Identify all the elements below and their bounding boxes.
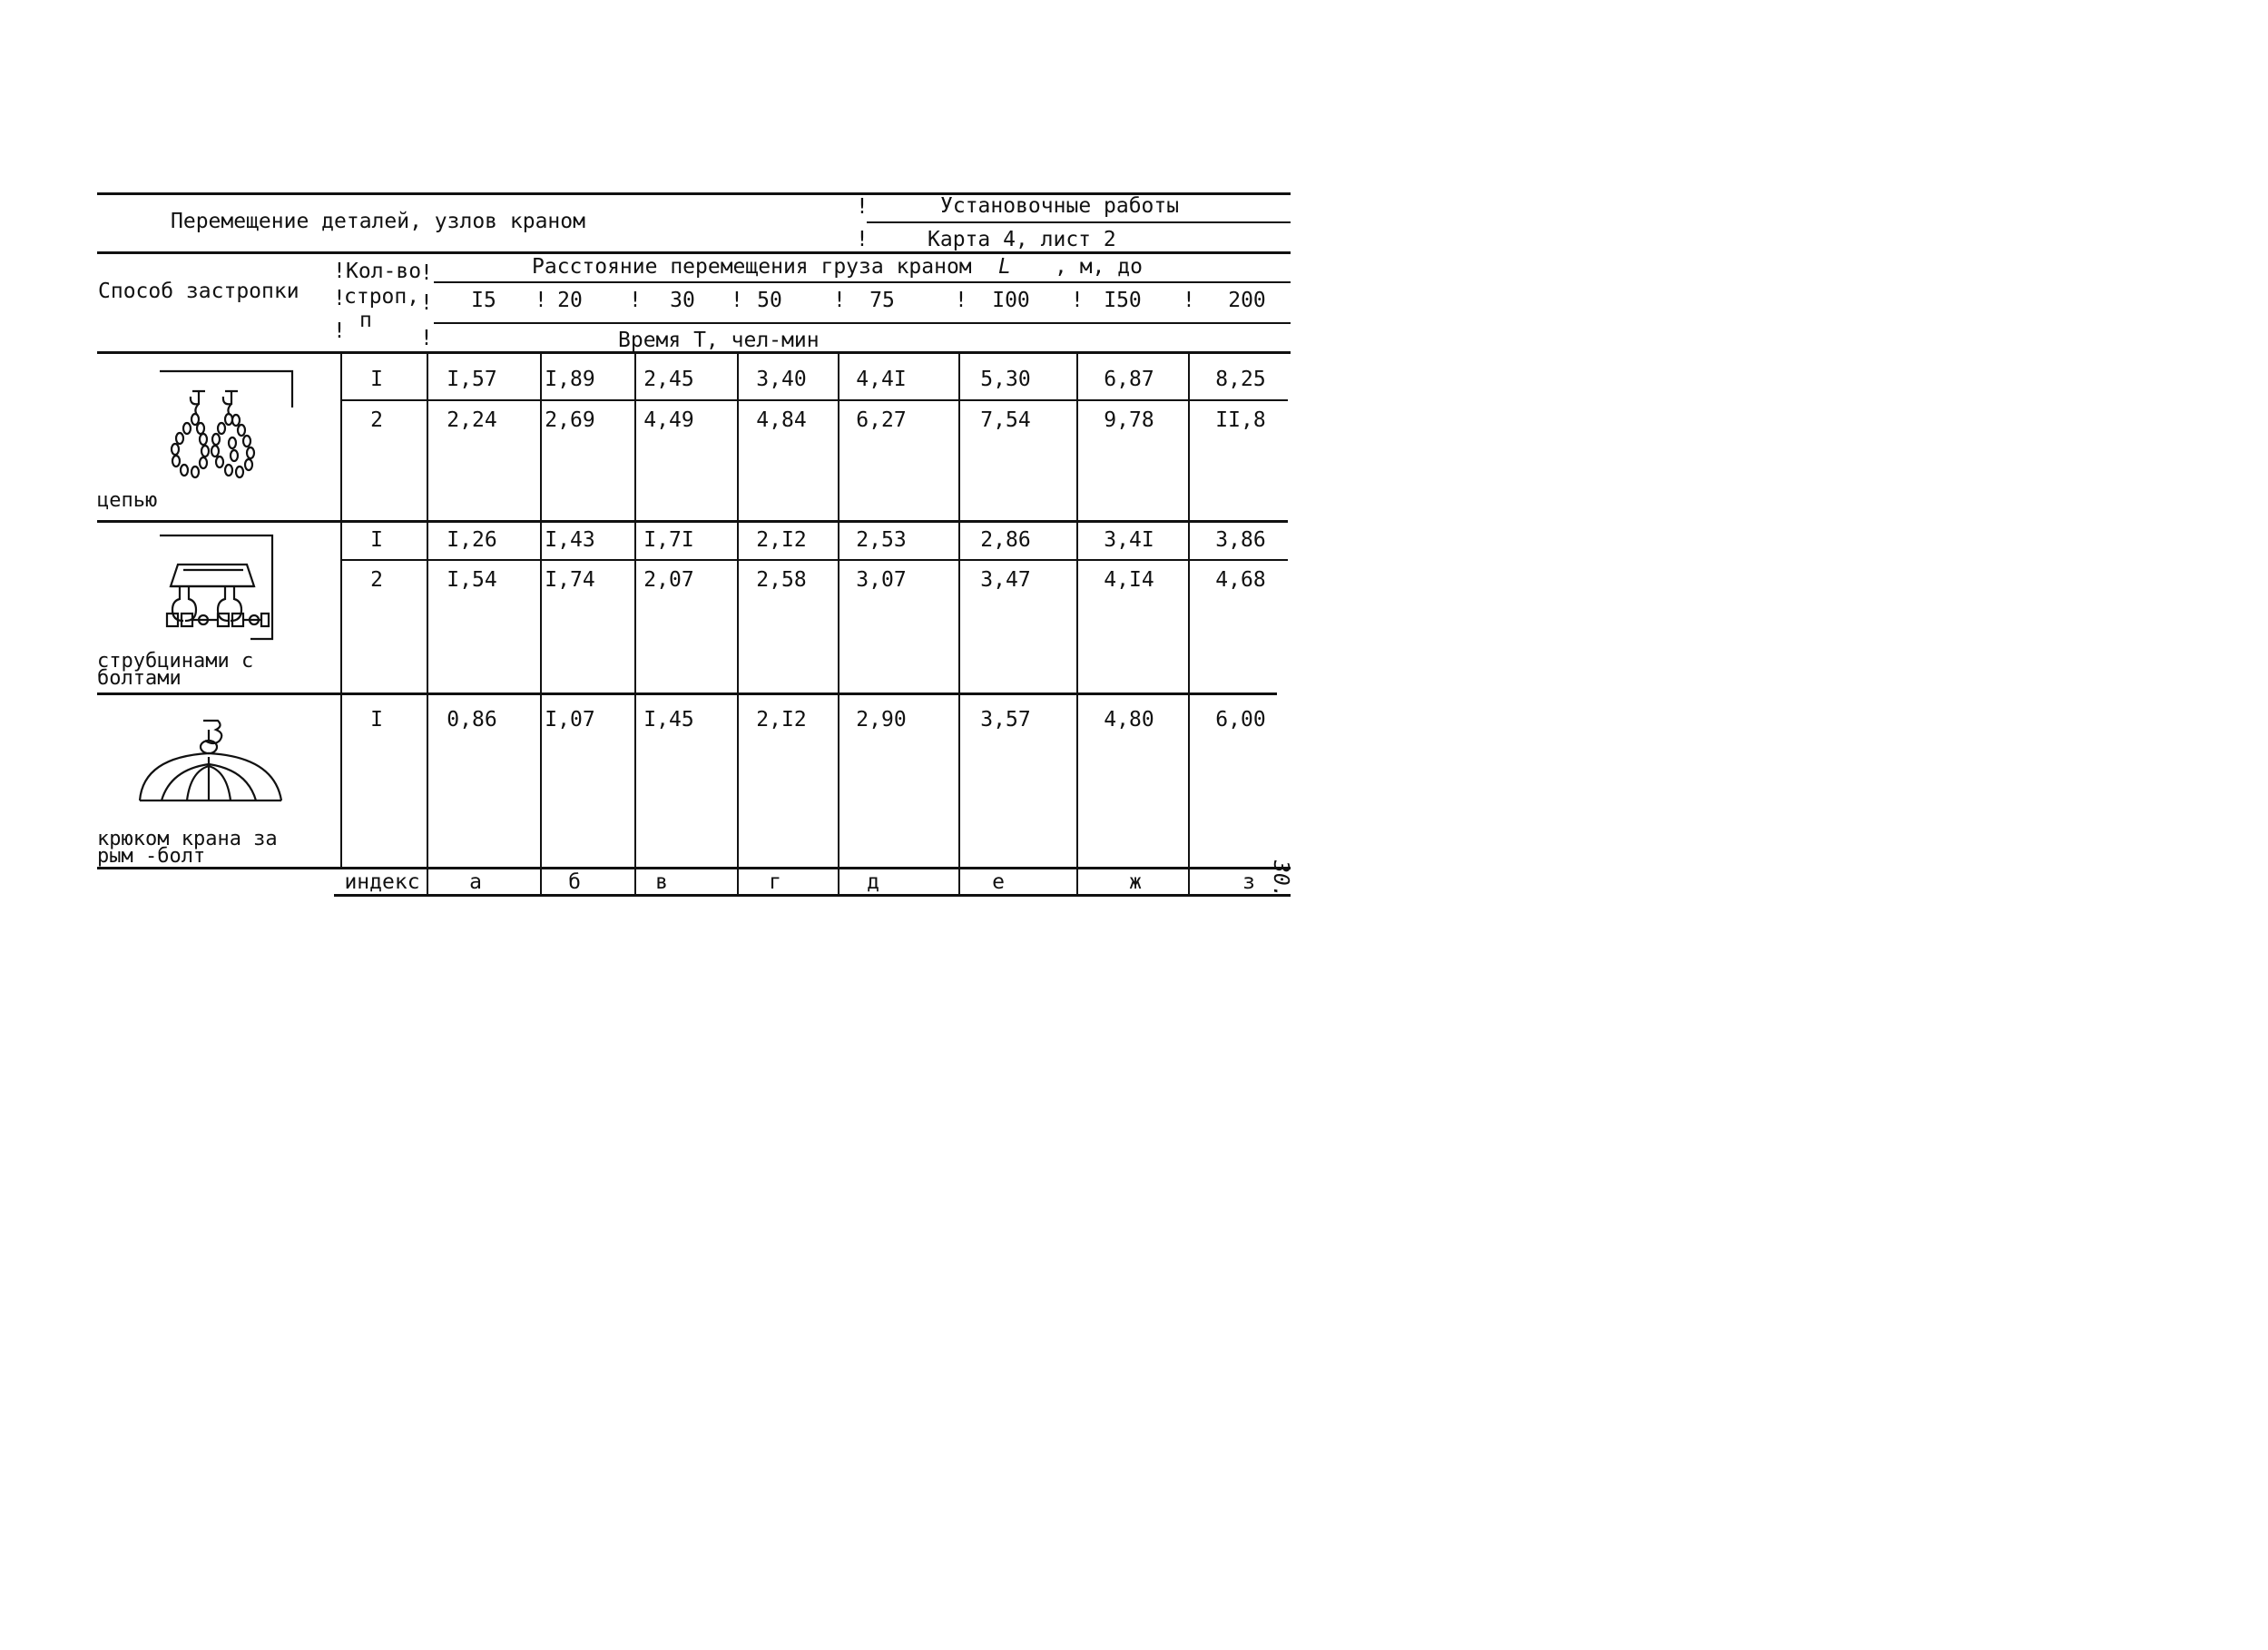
section-title: Установочные работы bbox=[940, 194, 1180, 218]
method-label-clamps: струбцинами с bbox=[97, 650, 254, 673]
index-letter: е bbox=[992, 870, 1005, 894]
time-cell: I,07 bbox=[545, 708, 595, 732]
time-cell: 2,90 bbox=[856, 708, 907, 732]
slings-column-header: Кол-во bbox=[346, 260, 422, 283]
normative-card-sheet bbox=[0, 0, 1417, 1020]
time-cell: 4,I4 bbox=[1104, 568, 1154, 592]
group-rule-1 bbox=[97, 520, 1288, 523]
distance-value: 30 bbox=[670, 289, 695, 312]
card-number: Карта 4, лист 2 bbox=[928, 228, 1116, 251]
card-title: Перемещение деталей, узлов краном bbox=[171, 210, 585, 233]
row-rule-1 bbox=[340, 399, 1288, 401]
time-cell: 2,53 bbox=[856, 528, 907, 552]
time-cell: 0,86 bbox=[447, 708, 497, 732]
separator-mark: ! bbox=[535, 289, 547, 312]
col-rule-c bbox=[634, 354, 636, 894]
time-cell: 6,00 bbox=[1215, 708, 1266, 732]
distance-title-rule bbox=[434, 281, 1291, 283]
distance-value: 75 bbox=[869, 289, 895, 312]
slings-count: I bbox=[370, 708, 383, 732]
separator-mark: ! bbox=[333, 319, 346, 343]
separator-mark: ! bbox=[1183, 289, 1195, 312]
time-cell: 3,4I bbox=[1104, 528, 1154, 552]
distance-unit: , м, до bbox=[1055, 255, 1143, 279]
group-rule-2 bbox=[97, 692, 1277, 695]
separator-mark: ! bbox=[629, 289, 642, 312]
slings-count: I bbox=[370, 528, 383, 552]
time-cell: 2,24 bbox=[447, 408, 497, 432]
time-cell: II,8 bbox=[1215, 408, 1266, 432]
time-cell: 3,40 bbox=[756, 368, 807, 391]
index-letter: ж bbox=[1129, 870, 1142, 894]
separator-mark: ! bbox=[833, 289, 846, 312]
time-cell: I,26 bbox=[447, 528, 497, 552]
separator-mark: ! bbox=[333, 287, 346, 310]
index-letter: а bbox=[469, 870, 482, 894]
page-number: 30. bbox=[1269, 860, 1292, 899]
distance-value: 50 bbox=[757, 289, 782, 312]
distance-value: 20 bbox=[557, 289, 583, 312]
time-cell: I,74 bbox=[545, 568, 595, 592]
time-cell: 8,25 bbox=[1215, 368, 1266, 391]
time-cell: I,57 bbox=[447, 368, 497, 391]
time-cell: 2,69 bbox=[545, 408, 595, 432]
separator-mark: ! bbox=[420, 261, 433, 285]
time-cell: 2,58 bbox=[756, 568, 807, 592]
separator-mark: ! bbox=[420, 327, 433, 350]
time-cell: 4,4I bbox=[856, 368, 907, 391]
time-header: Время Т, чел-мин bbox=[618, 329, 820, 352]
col-rule-a bbox=[427, 354, 428, 894]
col-rule-e bbox=[838, 354, 839, 894]
time-cell: 3,86 bbox=[1215, 528, 1266, 552]
distance-header: Расстояние перемещения груза краном bbox=[532, 255, 972, 279]
time-cell: 2,45 bbox=[643, 368, 694, 391]
separator-mark: ! bbox=[955, 289, 967, 312]
col-rule-b bbox=[540, 354, 542, 894]
time-cell: I,89 bbox=[545, 368, 595, 391]
slings-column-header: строп, bbox=[344, 285, 420, 309]
separator-mark: ! bbox=[333, 260, 346, 283]
col-rule-g bbox=[1076, 354, 1078, 894]
separator-mark: ! bbox=[420, 291, 433, 315]
time-cell: 2,07 bbox=[643, 568, 694, 592]
clamp-bolt-icon bbox=[160, 534, 278, 643]
time-cell: 4,68 bbox=[1215, 568, 1266, 592]
index-label: индекс bbox=[344, 870, 420, 894]
time-cell: 6,87 bbox=[1104, 368, 1154, 391]
time-cell: I,7I bbox=[643, 528, 694, 552]
method-column-header: Способ застропки bbox=[98, 280, 299, 303]
chain-sling-icon bbox=[160, 368, 296, 484]
col-rule-h bbox=[1188, 354, 1190, 894]
time-cell: I,43 bbox=[545, 528, 595, 552]
index-letter: в bbox=[655, 870, 668, 894]
method-label-hook: крюком крана за bbox=[97, 828, 278, 850]
index-letter: з bbox=[1242, 870, 1255, 894]
time-cell: 5,30 bbox=[980, 368, 1031, 391]
separator-mark: ! bbox=[856, 228, 869, 251]
col-rule-d bbox=[737, 354, 739, 894]
time-cell: I,45 bbox=[643, 708, 694, 732]
time-cell: 2,I2 bbox=[756, 708, 807, 732]
slings-count: 2 bbox=[370, 568, 383, 592]
time-cell: 7,54 bbox=[980, 408, 1031, 432]
time-cell: 9,78 bbox=[1104, 408, 1154, 432]
method-label-clamps: болтами bbox=[97, 667, 182, 690]
time-cell: 4,80 bbox=[1104, 708, 1154, 732]
index-letter: д bbox=[867, 870, 879, 894]
time-cell: 2,I2 bbox=[756, 528, 807, 552]
hook-eyebolt-icon bbox=[136, 717, 286, 806]
distance-value: I00 bbox=[992, 289, 1030, 312]
index-bottom-rule bbox=[334, 894, 1291, 897]
separator-mark: ! bbox=[856, 195, 869, 219]
col-rule-f bbox=[958, 354, 960, 894]
time-cell: 4,49 bbox=[643, 408, 694, 432]
section-rule bbox=[867, 221, 1291, 223]
table-bottom-rule bbox=[97, 867, 1291, 869]
slings-column-header: п bbox=[359, 309, 372, 332]
distance-value: 200 bbox=[1228, 289, 1266, 312]
col-rule-slings bbox=[340, 354, 342, 867]
time-cell: 3,07 bbox=[856, 568, 907, 592]
header-bottom-rule bbox=[97, 251, 1291, 254]
distance-value: I50 bbox=[1104, 289, 1142, 312]
method-label-chain: цепью bbox=[97, 489, 158, 512]
distance-variable: L bbox=[998, 255, 1011, 279]
index-letter: г bbox=[769, 870, 781, 894]
time-cell: 4,84 bbox=[756, 408, 807, 432]
slings-count: I bbox=[370, 368, 383, 391]
separator-mark: ! bbox=[731, 289, 743, 312]
method-label-hook: рым -болт bbox=[97, 845, 206, 868]
distance-value: I5 bbox=[471, 289, 496, 312]
time-cell: 6,27 bbox=[856, 408, 907, 432]
index-letter: б bbox=[568, 870, 581, 894]
distance-values-rule bbox=[434, 322, 1291, 324]
separator-mark: ! bbox=[1071, 289, 1084, 312]
time-cell: 2,86 bbox=[980, 528, 1031, 552]
time-cell: 3,47 bbox=[980, 568, 1031, 592]
time-cell: 3,57 bbox=[980, 708, 1031, 732]
slings-count: 2 bbox=[370, 408, 383, 432]
row-rule-2 bbox=[340, 559, 1288, 561]
time-cell: I,54 bbox=[447, 568, 497, 592]
